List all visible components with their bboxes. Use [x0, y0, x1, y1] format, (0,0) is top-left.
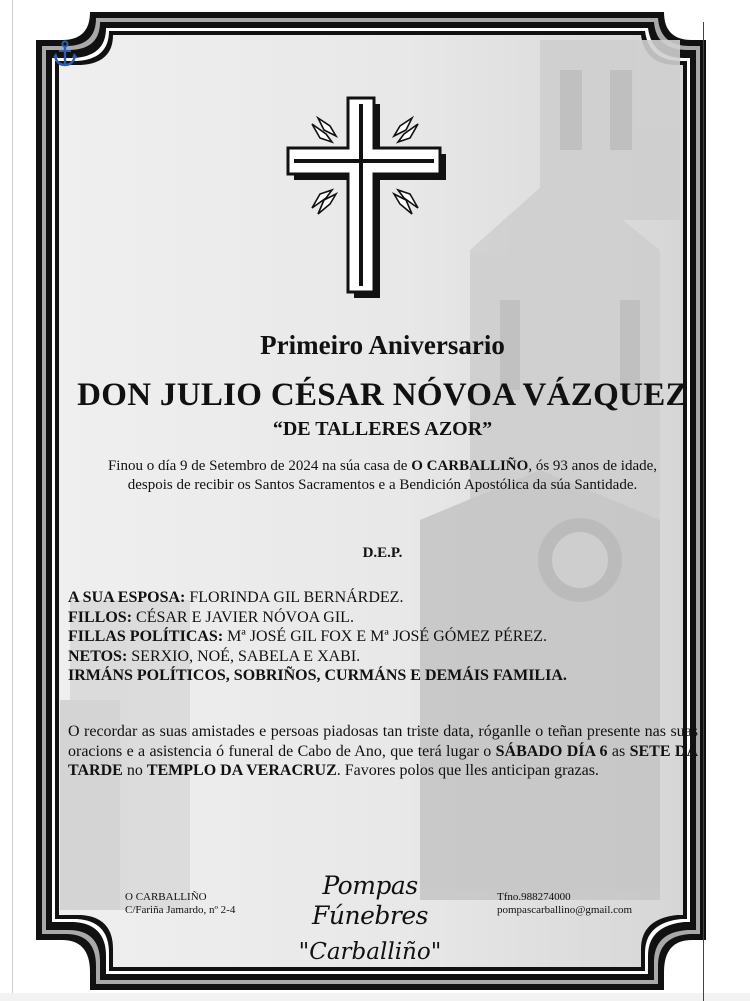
family-label: FILLAS POLÍTICAS: — [68, 628, 224, 645]
family-label: NETOS: — [68, 647, 128, 665]
family-value: Mª JOSÉ GIL FOX E Mª JOSÉ GÓMEZ PÉREZ. — [223, 628, 547, 645]
closing-venue: TEMPLO DA VERACRUZ — [146, 762, 337, 779]
intro-text-end: , ós 93 anos de idade, — [528, 458, 658, 474]
family-line — [68, 588, 708, 608]
closing-text: . Favores polos que lles anticipan grazas. — [336, 762, 599, 779]
family-label: IRMÁNS POLÍTICOS, SOBRIÑOS, CURMÁNS E DEMÁIS FAMILIA. — [68, 667, 567, 684]
cross-icon — [280, 96, 450, 306]
anchor-icon — [52, 40, 78, 68]
intro-text: Finou o día 9 de Setembro de 2024 na súa casa de — [107, 458, 412, 474]
footer-town: O CARBALLIÑO — [125, 891, 207, 903]
footer-street: C/Fariña Jamardo, nº 2-4 — [125, 904, 236, 916]
closing-text: as — [607, 742, 630, 760]
funeral-home-logo — [285, 871, 455, 967]
closing-time: SETE DA TARDE — [68, 742, 699, 779]
footer-phone: Tfno.988274000 — [497, 891, 571, 903]
footer-email: pompascarballino@gmail.com — [497, 904, 633, 916]
logo-line1: Pompas Fúnebres — [312, 871, 428, 930]
deceased-nickname: “DE TALLERES AZOR” — [272, 418, 493, 440]
closing-text: no — [122, 762, 147, 779]
death-announcement — [60, 457, 705, 495]
closing-text: O recordar as suas amistades e persoas piadosas tan triste data, róganlle o teñan presente nas suas oracions e a asistencia ó funeral de Cabo de Ano, que terá lugar o — [68, 723, 698, 760]
family-line — [68, 666, 708, 686]
deceased-name: DON JULIO CÉSAR NÓVOA VÁZQUEZ — [77, 377, 688, 413]
dep-label: D.E.P. — [362, 545, 403, 561]
family-label: FILLOS: — [68, 608, 133, 626]
anniversary-heading: Primeiro Aniversario — [260, 330, 505, 360]
footer-address — [125, 891, 235, 917]
family-value: SERXIO, NOÉ, SABELA E XABI. — [127, 647, 361, 665]
funeral-invitation — [68, 722, 698, 781]
intro-line2: despois de recibir os Santos Sacramentos e a Bendición Apostólica da súa Santidade. — [127, 477, 638, 493]
page-right-rule — [703, 22, 704, 1001]
logo-line2: "Carballiño" — [298, 939, 442, 965]
closing-day: SÁBADO DÍA 6 — [495, 742, 608, 760]
family-line — [68, 647, 708, 667]
family-line — [68, 608, 708, 628]
family-list — [68, 588, 708, 686]
family-value: CÉSAR E JAVIER NÓVOA GIL. — [132, 608, 354, 626]
footer-contact — [497, 891, 632, 917]
family-label: A SUA ESPOSA: — [68, 589, 186, 606]
family-line — [68, 627, 708, 647]
intro-place: O CARBALLIÑO — [411, 458, 529, 474]
family-value: FLORINDA GIL BERNÁRDEZ. — [185, 589, 404, 606]
